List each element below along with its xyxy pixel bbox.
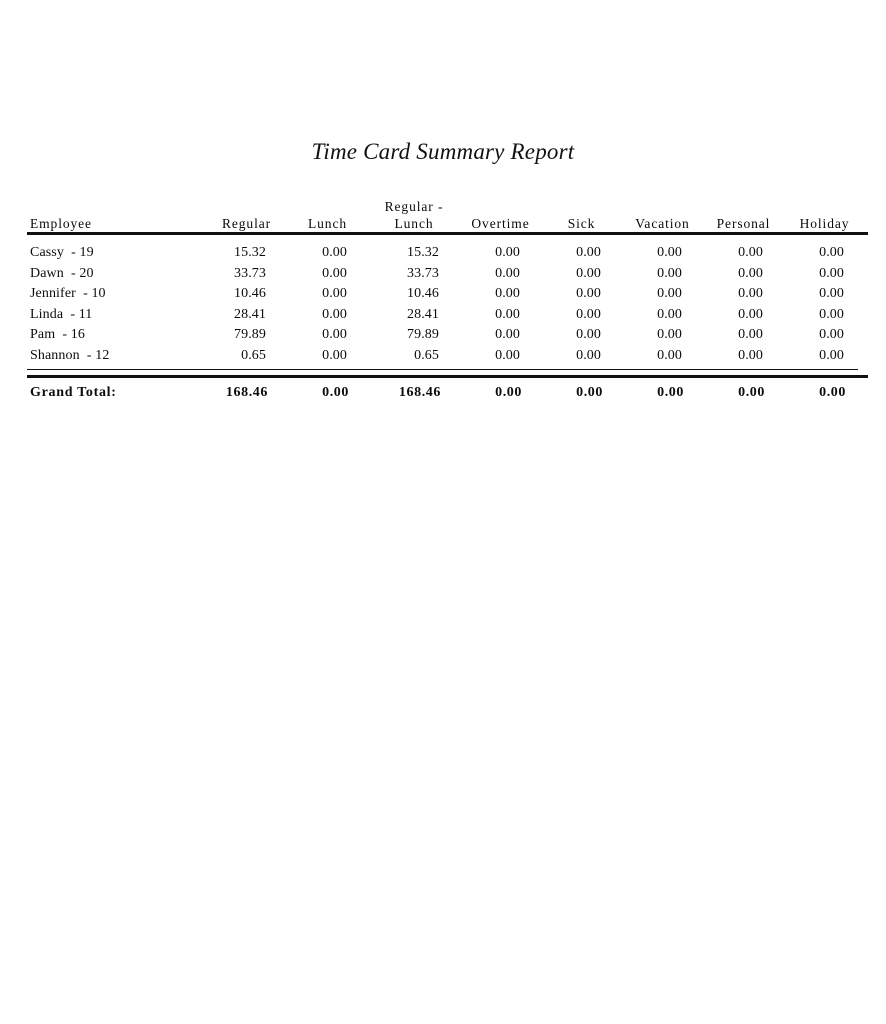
cell-vacation: 0.00 [657, 306, 682, 322]
table-body [27, 234, 868, 404]
spacer-cell [787, 366, 868, 377]
cell-personal: 0.00 [738, 306, 763, 322]
cell-overtime: 0.00 [495, 347, 520, 363]
column-header-personal [706, 198, 787, 234]
table-row [27, 325, 868, 346]
column-header-regular-minus-lunch-label-line2: Lunch [394, 216, 434, 231]
cell-employee: Pam - 16 [30, 327, 85, 342]
column-header-lunch [290, 198, 371, 234]
cell-employee: Linda - 11 [30, 306, 93, 322]
cell-overtime: 0.00 [495, 265, 520, 281]
grand-total-personal: 0.00 [706, 377, 787, 404]
table-row [27, 305, 868, 326]
cell-employee: Cassy - 19 [30, 245, 94, 260]
cell-personal: 0.00 [738, 245, 763, 260]
column-header-employee [27, 198, 209, 234]
column-header-regular [209, 198, 290, 234]
cell-holiday: 0.00 [819, 347, 844, 363]
cell-holiday: 0.00 [819, 245, 844, 260]
cell-sick: 0.00 [576, 327, 601, 342]
cell-vacation: 0.00 [657, 286, 682, 301]
cell-overtime: 0.00 [495, 327, 520, 342]
cell-personal: 0.00 [738, 347, 763, 363]
cell-regular: 0.65 [241, 347, 266, 363]
spacer-cell [209, 366, 290, 377]
cell-sick: 0.00 [576, 265, 601, 281]
cell-lunch: 0.00 [322, 306, 347, 322]
table-row [27, 284, 868, 305]
cell-vacation: 0.00 [657, 245, 682, 260]
table-row [27, 234, 868, 264]
cell-regular-minus-lunch: 15.32 [407, 245, 439, 260]
column-header-overtime [463, 198, 544, 234]
cell-personal: 0.00 [738, 327, 763, 342]
grand-total-overtime: 0.00 [463, 377, 544, 404]
spacer-cell [706, 366, 787, 377]
grand-total-row [27, 377, 868, 404]
column-header-vacation [625, 198, 706, 234]
column-header-regular-minus-lunch [371, 198, 463, 234]
cell-employee: Dawn - 20 [30, 265, 94, 281]
cell-vacation: 0.00 [657, 327, 682, 342]
spacer-cell [290, 366, 371, 377]
column-header-vacation-label: Vacation [635, 216, 690, 231]
cell-vacation: 0.00 [657, 347, 682, 363]
cell-sick: 0.00 [576, 347, 601, 363]
column-header-lunch-label: Lunch [308, 216, 347, 231]
column-header-holiday-label: Holiday [799, 216, 850, 231]
cell-overtime: 0.00 [495, 306, 520, 322]
cell-lunch: 0.00 [322, 327, 347, 342]
cell-regular-minus-lunch: 10.46 [407, 286, 439, 301]
cell-personal: 0.00 [738, 265, 763, 281]
grand-total-sick: 0.00 [544, 377, 625, 404]
grand-total-regular: 168.46 [209, 377, 290, 404]
cell-employee: Shannon - 12 [30, 347, 110, 363]
cell-holiday: 0.00 [819, 265, 844, 281]
cell-sick: 0.00 [576, 286, 601, 301]
cell-sick: 0.00 [576, 245, 601, 260]
spacer-cell [544, 366, 625, 377]
grand-total-regular-minus-lunch: 168.46 [371, 377, 463, 404]
cell-lunch: 0.00 [322, 245, 347, 260]
cell-overtime: 0.00 [495, 245, 520, 260]
column-header-regular-label: Regular [221, 216, 272, 231]
cell-lunch: 0.00 [322, 347, 347, 363]
grand-total-label: Grand Total: [27, 377, 209, 404]
cell-holiday: 0.00 [819, 286, 844, 301]
cell-regular: 15.32 [234, 245, 266, 260]
cell-lunch: 0.00 [322, 286, 347, 301]
time-card-summary-table [27, 198, 868, 403]
table-row [27, 346, 868, 367]
spacer-cell [463, 366, 544, 377]
cell-sick: 0.00 [576, 306, 601, 322]
table-row [27, 264, 868, 285]
table-header [27, 198, 868, 234]
cell-regular: 79.89 [234, 327, 266, 342]
spacer-cell [371, 366, 463, 377]
column-header-sick-label: Sick [567, 216, 596, 231]
cell-lunch: 0.00 [322, 265, 347, 281]
cell-overtime: 0.00 [495, 286, 520, 301]
total-spacer-row [27, 366, 868, 377]
grand-total-upper-rule [27, 369, 858, 370]
cell-personal: 0.00 [738, 286, 763, 301]
grand-total-holiday: 0.00 [787, 377, 868, 404]
cell-holiday: 0.00 [819, 327, 844, 342]
column-header-overtime-label: Overtime [471, 216, 530, 231]
cell-regular: 33.73 [234, 265, 266, 281]
page-title: Time Card Summary Report [311, 139, 575, 164]
cell-employee: Jennifer - 10 [30, 286, 106, 301]
spacer-cell [27, 366, 209, 377]
grand-total-vacation: 0.00 [625, 377, 706, 404]
grand-total-lunch: 0.00 [290, 377, 371, 404]
column-header-sick [544, 198, 625, 234]
cell-regular-minus-lunch: 79.89 [407, 327, 439, 342]
cell-holiday: 0.00 [819, 306, 844, 322]
cell-regular-minus-lunch: 33.73 [407, 265, 439, 281]
cell-regular: 10.46 [234, 286, 266, 301]
column-header-holiday [787, 198, 868, 234]
cell-regular-minus-lunch: 28.41 [407, 306, 439, 322]
table-header-row [27, 198, 868, 234]
cell-regular-minus-lunch: 0.65 [414, 347, 439, 363]
cell-vacation: 0.00 [657, 265, 682, 281]
cell-regular: 28.41 [234, 306, 266, 322]
spacer-cell [625, 366, 706, 377]
column-header-personal-label: Personal [716, 216, 771, 231]
column-header-employee-label: Employee [30, 216, 92, 231]
column-header-regular-minus-lunch-label-line1: Regular - [384, 199, 444, 214]
